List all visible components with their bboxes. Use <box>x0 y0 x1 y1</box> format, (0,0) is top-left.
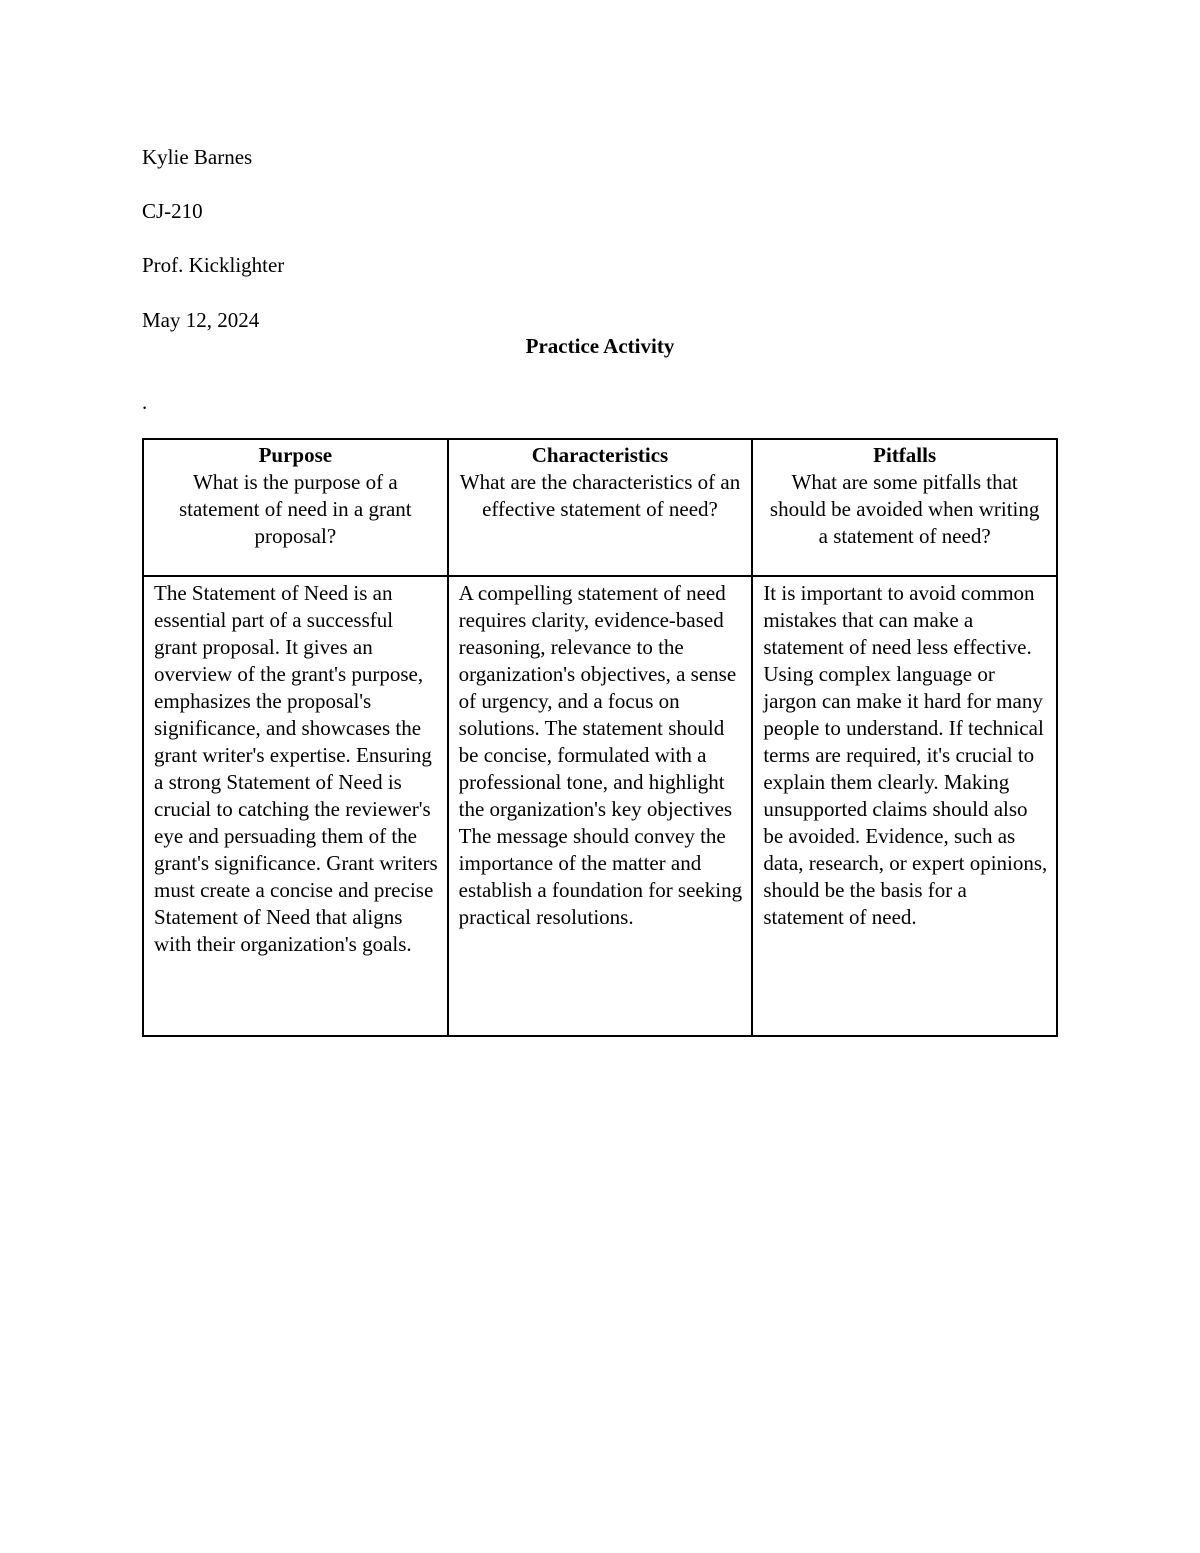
table-answer-row <box>143 576 1057 1036</box>
pitfalls-heading: Pitfalls <box>873 443 937 467</box>
characteristics-heading: Characteristics <box>531 443 669 467</box>
purpose-header-cell <box>143 439 448 576</box>
stray-period: . <box>142 390 148 414</box>
pitfalls-question: What are some pitfalls that should be avoided when writing a statement of need? <box>769 470 1040 548</box>
pitfalls-answer: It is important to avoid common mistakes that can make a statement of need less effective. Using complex language or jargon can make it hard for many people to understand. If technical terms are required, it's crucial to explain them clearly. Making unsupported claims should also be avoided. Evidence, such as data, research, or expert opinions, should be the basis for a statement of need. <box>752 576 1057 1036</box>
activity-table <box>142 438 1058 1037</box>
course-code: CJ-210 <box>142 199 203 223</box>
characteristics-header-cell <box>448 439 753 576</box>
submission-date: May 12, 2024 <box>142 308 260 332</box>
purpose-answer: The Statement of Need is an essential part of a successful grant proposal. It gives an overview of the grant's purpose, emphasizes the proposal's significance, and showcases the grant writer's expertise. Ensuring a strong Statement of Need is crucial to catching the reviewer's eye and persuading them of the grant's significance. Grant writers must create a concise and precise Statement of Need that aligns with their organization's goals. <box>143 576 448 1036</box>
purpose-question: What is the purpose of a statement of need in a grant proposal? <box>178 470 412 548</box>
student-name: Kylie Barnes <box>142 145 253 169</box>
pitfalls-header-cell <box>752 439 1057 576</box>
characteristics-question: What are the characteristics of an effective statement of need? <box>459 470 741 521</box>
purpose-heading: Purpose <box>258 443 333 467</box>
document-title: Practice Activity <box>525 334 675 358</box>
table-header-row <box>143 439 1057 576</box>
professor-name: Prof. Kicklighter <box>142 253 285 277</box>
characteristics-answer: A compelling statement of need requires clarity, evidence-based reasoning, relevance to the organization's objectives, a sense of urgency, and a focus on solutions. The statement should be concise, formulated with a professional tone, and highlight the organization's key objectives The message should convey the importance of the matter and establish a foundation for seeking practical resolutions. <box>448 576 753 1036</box>
